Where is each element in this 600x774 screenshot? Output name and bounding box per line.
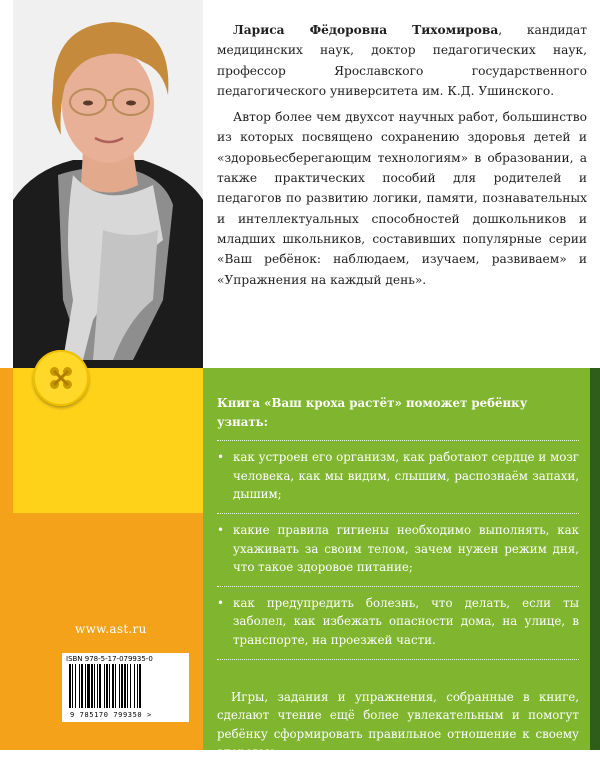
publisher-url: www.ast.ru	[75, 622, 147, 636]
divider	[217, 440, 579, 441]
bullet-item: • как предупредить болезнь, что делать, если ты заболел, как избежать опасности дома, на улице, в транспорте, на проезжей части.	[217, 594, 579, 650]
author-credentials: , кандидат медицинских наук, доктор педагогических наук, профессор Ярославского государственного педагогического университета им. К.Д. Ушинского.	[217, 23, 587, 98]
book-intro: Книга «Ваш кроха растёт» поможет ребёнку узнать:	[217, 396, 528, 429]
dark-green-edge	[590, 368, 600, 750]
button-icon	[33, 350, 89, 406]
barcode	[67, 664, 185, 710]
book-description	[217, 394, 579, 774]
isbn-text: ISBN 978-5-17-079935-0	[66, 655, 153, 663]
author-name: Лариса Фёдоровна Тихомирова	[233, 23, 499, 37]
bullet-item: • как устроен его организм, как работают сердце и мозг человека, как мы видим, слышим, распознаём запахи, дышим;	[217, 448, 579, 504]
author-bio	[217, 20, 587, 290]
author-bio-paragraph-2: Автор более чем двухсот научных работ, большинство из которых посвящено сохранению здоровья детей и «здоровьесберегающим технологиям» в образовании, а также практических пособий для родителей и педагогов по развитию логики, памяти, познавательных и интеллектуальных способностей дошкольников и младших школьников, составивших популярные серии «Ваш ребёнок: наблюдаем, изучаем, развиваем» и «Упражнения на каждый день».	[217, 110, 587, 287]
book-closing: Игры, задания и упражнения, собранные в книге, сделают чтение ещё более увлекательным и помогут ребёнку сформировать правильное отношение к своему здоровью.	[217, 689, 579, 760]
author-photo	[13, 0, 203, 368]
divider	[217, 659, 579, 660]
divider	[217, 586, 579, 587]
barcode-number: 9 785170 799350 >	[70, 711, 152, 719]
author-bio-paragraph-1	[217, 20, 587, 101]
bullet-item: • какие правила гигиены необходимо выполнять, как ухаживать за своим телом, зачем нужен режим дня, что такое здоровое питание;	[217, 521, 579, 577]
divider	[217, 513, 579, 514]
